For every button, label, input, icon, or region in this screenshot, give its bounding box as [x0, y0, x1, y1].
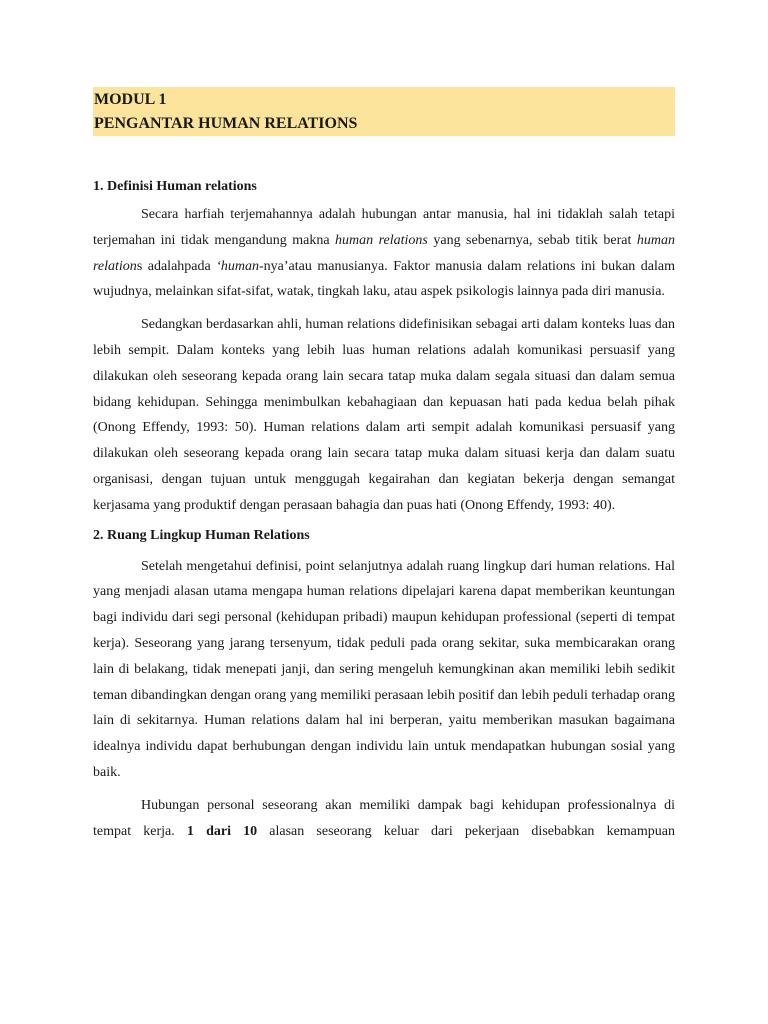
italic-run: human relations: [335, 232, 428, 248]
section-ruang-lingkup: [93, 526, 675, 845]
module-number: MODUL 1: [94, 91, 167, 108]
text-run: Setelah mengetahui definisi, point selanjutnya adalah ruang lingkup dari human relations. Hal yang menjadi alasan utama mengapa human relations dipelajari karena dapat memberikan keuntungan bagi individu dari segi personal (kehidupan pribadi) maupun kehidupan professional (seperti di tempat kerja). Seseorang yang jarang tersenyum, tidak peduli pada orang sekitar, suka membicarakan orang lain di belakang, tidak menepati janji, dan sering mengeluh kemungkinan akan memiliki lebih sedikit teman dibandingkan dengan orang yang memiliki perasaan lebih positif dan lebih peduli terhadap orang lain di sekitarnya. Human relations dalam hal ini berperan, yaitu memberikan masukan bagaimana idealnya individu dapat berhubungan dengan individu lain untuk mendapatkan hubungan sosial yang baik.: [93, 558, 675, 780]
italic-run: ‘human: [216, 258, 259, 274]
text-run: -nya’atau manusianya. Faktor manusia dalam relations ini bukan dalam wujudnya, melainkan sifat-sifat, watak, tingkah laku, atau aspek psikologis lainnya pada diri manusia.: [93, 258, 675, 300]
paragraph: [93, 312, 675, 518]
italic-run: human relation: [93, 232, 675, 274]
text-run: yang sebenarnya, sebab titik berat: [427, 232, 637, 248]
text-run: Secara harfiah terjemahannya adalah hubungan antar manusia, hal ini tidaklah salah tetapi terjemahan ini tidak mengandung makna: [93, 207, 675, 248]
section-heading: 1. Definisi Human relations: [93, 179, 257, 194]
paragraph: [93, 554, 675, 786]
module-title-block: [93, 87, 675, 136]
text-run: s adalahpada: [136, 258, 217, 274]
paragraph: [93, 202, 675, 305]
bold-run: 1 dari 10: [186, 823, 258, 839]
section-definisi: [93, 177, 675, 519]
document-page: [93, 87, 675, 844]
text-run: Hubungan personal seseorang akan memiliki dampak bagi kehidupan professionalnya di tempat kerja.: [93, 797, 675, 839]
module-title: PENGANTAR HUMAN RELATIONS: [94, 115, 358, 132]
text-run: Sedangkan berdasarkan ahli, human relations didefinisikan sebagai arti dalam konteks luas dan lebih sempit. Dalam konteks yang lebih luas human relations adalah komunikasi persuasif yang dilakukan oleh seseorang kepada orang lain secara tatap muka dalam segala situasi dan dalam semua bidang kehidupan. Sehingga menimbulkan kebahagiaan dan kepuasan hati pada kedua belah pihak (Onong Effendy, 1993: 50). Human relations dalam arti sempit adalah komunikasi persuasif yang dilakukan oleh seseorang kepada orang lain secara tatap muka dalam situasi kerja dan dalam suatu organisasi, dengan tujuan untuk menggugah kegairahan dan kegiatan bekerja dengan semangat kerjasama yang produktif dengan perasaan bahagia dan puas hati (Onong Effendy, 1993: 40).: [93, 317, 675, 513]
text-run: alasan seseorang keluar dari pekerjaan disebabkan kemampuan: [257, 823, 676, 839]
section-heading: 2. Ruang Lingkup Human Relations: [93, 527, 310, 543]
paragraph: [93, 793, 675, 845]
